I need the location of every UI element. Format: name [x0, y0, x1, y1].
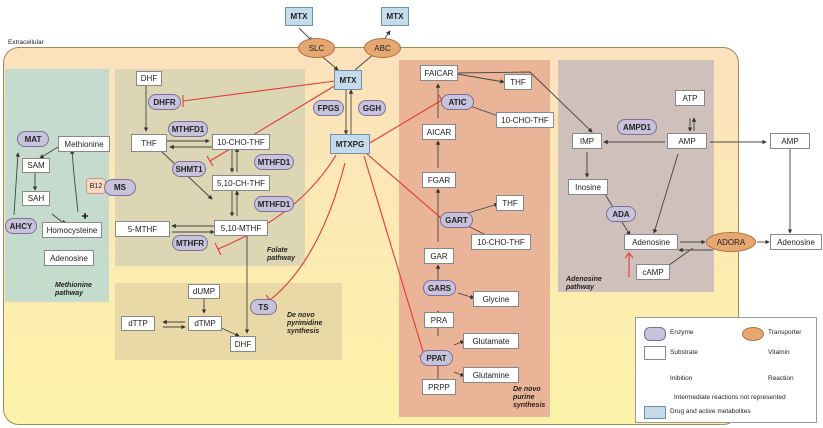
- adora-transporter[interactable]: ADORA: [706, 232, 756, 252]
- legend-transporter-label: Transporter: [768, 329, 802, 336]
- mat-enzyme[interactable]: MAT: [17, 131, 49, 147]
- substrate-imp: IMP: [572, 133, 602, 149]
- ahcy-enzyme[interactable]: AHCY: [5, 218, 37, 234]
- substrate-aicar: AICAR: [422, 124, 456, 140]
- legend-substrate-swatch: [644, 346, 666, 360]
- substrate-faicar: FAICAR: [420, 65, 458, 81]
- substrate-adenosine-extracellular: Adenosine: [770, 234, 822, 250]
- methionine-pathway-label-line1: Methionine: [55, 282, 92, 289]
- ms-enzyme[interactable]: MS: [104, 179, 136, 196]
- atic-enzyme[interactable]: ATIC: [441, 94, 474, 110]
- extracellular-label: Extracellular: [8, 39, 44, 46]
- folate-pathway-label: [267, 247, 295, 263]
- substrate-dtmp: dTMP: [188, 316, 222, 331]
- legend: [635, 317, 817, 423]
- adenosine-pathway-label-line1: Adenosine: [566, 276, 602, 283]
- mthfr-enzyme[interactable]: MTHFR: [172, 235, 208, 251]
- gart-enzyme[interactable]: GART: [440, 212, 473, 228]
- pyrimidine-label-line3: synthesis: [287, 328, 320, 335]
- substrate-adenosine: Adenosine: [624, 234, 678, 250]
- legend-transporter-swatch: [742, 327, 764, 341]
- ts-enzyme[interactable]: TS: [250, 299, 277, 315]
- substrate-glycine: Glycine: [473, 291, 519, 307]
- substrate-thf: THF: [131, 134, 167, 152]
- purine-label-line1: De novo: [513, 386, 541, 393]
- legend-drug-label: Drug and active metabolites: [670, 408, 751, 415]
- substrate-5-10-mthf: 5,10-MTHF: [214, 220, 268, 236]
- substrate-sah: SAH: [22, 191, 50, 206]
- substrate-dttp: dTTP: [121, 316, 155, 331]
- substrate-5-10-ch-thf: 5,10-CH-THF: [212, 175, 270, 191]
- substrate-dhf-top: DHF: [136, 71, 162, 86]
- legend-enzyme-label: Enzyme: [670, 329, 694, 336]
- substrate-camp: cAMP: [636, 264, 670, 280]
- mthfd1-enzyme-b[interactable]: MTHFD1: [254, 154, 294, 170]
- substrate-amp-extracellular: AMP: [770, 133, 810, 149]
- mtxpg[interactable]: MTXPG: [330, 134, 370, 154]
- pyrimidine-synthesis-label: [287, 312, 322, 336]
- substrate-sam: SAM: [22, 158, 50, 173]
- substrate-dhf-bottom: DHF: [230, 336, 256, 352]
- substrate-prpp: PRPP: [422, 379, 456, 395]
- substrate-glutamine: Glutamine: [463, 367, 519, 383]
- substrate-gar: GAR: [424, 248, 454, 264]
- substrate-atp: ATP: [675, 90, 705, 106]
- pyrimidine-label-line1: De novo: [287, 312, 315, 319]
- substrate-inosine: Inosine: [568, 179, 608, 195]
- folate-pathway-label-line1: Folate: [267, 247, 288, 254]
- purine-label-line3: synthesis: [513, 402, 546, 409]
- substrate-5-mthf: 5-MTHF: [115, 221, 170, 237]
- purine-label-line2: purine: [513, 394, 535, 401]
- shmt1-enzyme[interactable]: SHMT1: [172, 161, 206, 177]
- abc-transporter[interactable]: ABC: [364, 38, 401, 58]
- adenosine-pathway-label: [566, 276, 602, 292]
- legend-inhibition-label: Inibition: [670, 375, 693, 382]
- methionine-pathway-label-line2: pathway: [55, 290, 84, 297]
- b12-vitamin: B12: [86, 178, 106, 194]
- ada-enzyme[interactable]: ADA: [606, 206, 636, 222]
- methionine-pathway-label: [55, 282, 92, 298]
- substrate-10-cho-thf-gart: 10-CHO-THF: [471, 234, 531, 250]
- legend-reaction-label: Reaction: [768, 375, 794, 382]
- legend-vitamin-label: Vitamin: [768, 349, 790, 356]
- substrate-10-cho-thf-atic: 10-CHO-THF: [496, 112, 554, 128]
- substrate-methionine: Methionine: [58, 136, 110, 152]
- substrate-pra: PRA: [424, 312, 454, 328]
- substrate-amp: AMP: [667, 133, 707, 149]
- substrate-homocysteine: Homocysteine: [42, 222, 102, 238]
- mtx-intracellular[interactable]: MTX: [334, 70, 362, 90]
- substrate-10-cho-thf: 10-CHO-THF: [212, 134, 270, 150]
- legend-drug-swatch: [644, 406, 666, 419]
- pyrimidine-label-line2: pyrimidine: [287, 320, 323, 327]
- substrate-fgar: FGAR: [422, 172, 456, 188]
- ampd1-enzyme[interactable]: AMPD1: [617, 119, 657, 135]
- fpgs-enzyme[interactable]: FPGS: [313, 100, 344, 116]
- purine-synthesis-label: [513, 386, 545, 410]
- folate-pathway-label-line2: pathway: [267, 255, 296, 262]
- substrate-adenosine-methionine: Adenosine: [44, 250, 94, 266]
- substrate-thf-gart: THF: [496, 195, 524, 211]
- substrate-glutamate: Glutamate: [463, 333, 519, 349]
- gars-enzyme[interactable]: GARS: [423, 280, 456, 296]
- substrate-thf-atic: THF: [504, 74, 532, 90]
- mtx-top-right[interactable]: MTX: [381, 7, 409, 26]
- mthfd1-enzyme-a[interactable]: MTHFD1: [168, 121, 208, 137]
- dhfr-enzyme[interactable]: DHFR: [148, 94, 181, 110]
- adenosine-pathway-label-line2: pathway: [566, 284, 595, 291]
- legend-enzyme-swatch: [644, 327, 666, 341]
- ggh-enzyme[interactable]: GGH: [358, 100, 386, 116]
- mthfd1-enzyme-c[interactable]: MTHFD1: [254, 196, 294, 212]
- slc-transporter[interactable]: SLC: [298, 38, 335, 58]
- mtx-top-left[interactable]: MTX: [285, 7, 313, 26]
- substrate-dump: dUMP: [188, 284, 220, 299]
- ppat-enzyme[interactable]: PPAT: [420, 350, 453, 366]
- legend-substrate-label: Substrate: [670, 349, 698, 356]
- legend-intermediate-label: Intermediate reactions not represented: [674, 394, 786, 401]
